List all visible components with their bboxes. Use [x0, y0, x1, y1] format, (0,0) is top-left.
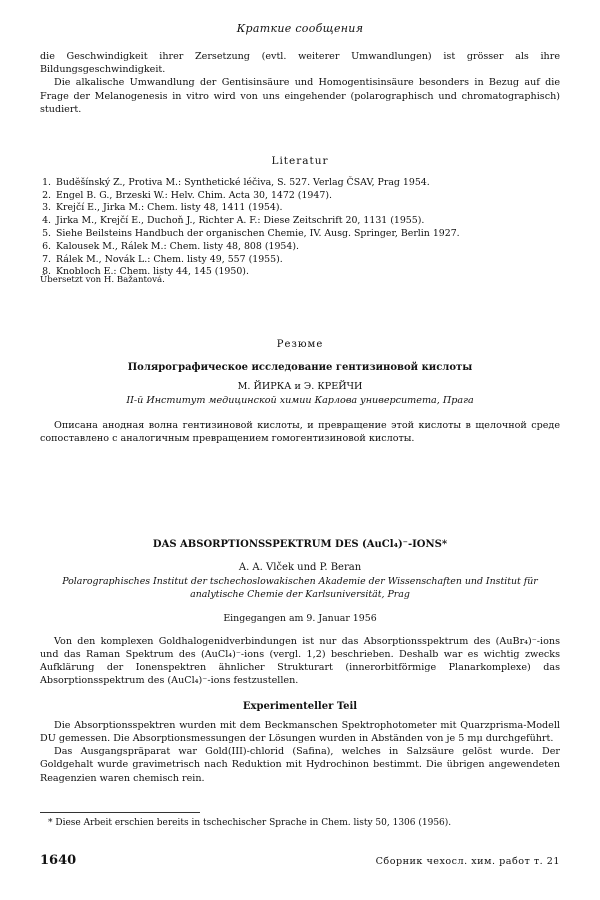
continuation-paragraph: Die alkalische Umwandlung der Gentisinsäure und Homogentisinsäure besonders in Bezug auf die Frage der Melanogenesis in vitro wird von uns eingehender (polarographisch und chromatographisch) studiert. [40, 77, 560, 115]
article-intro: Von den komplexen Goldhalogenidverbindungen ist nur das Absorptionsspektrum des (AuBr₄)⁻-ions und das Raman Spektrum des (AuCl₄)⁻-ions (vergl. 1,2) beschrieben. Deshalb war es wichtig zwecks Aufklärung der Ionenspektren ähnlicher Strukturart (innerorbitförmige Planarkomplexe) das Absorptionsspektrum des (AuCl₄)⁻-ions festzustellen. [40, 635, 560, 687]
footnote: * Diese Arbeit erschien bereits in tschechischer Sprache in Chem. listy 50, 1306 (1956). [48, 818, 452, 828]
received-date: Eingegangen am 9. Januar 1956 [223, 612, 377, 624]
footnote-rule [40, 812, 200, 813]
article [40, 538, 560, 785]
page-number: 1640 [40, 853, 77, 868]
resume-title: Полярографическое исследование гентизиновой кислоты [127, 362, 473, 374]
article-title: DAS ABSORPTIONSSPEKTRUM DES (AuCl₄)⁻-IONS* [152, 539, 448, 550]
resume-section [40, 338, 560, 445]
translator-note: Übersetzt von H. Bažantová. [40, 275, 165, 285]
running-head: Краткие сообщения [236, 22, 364, 35]
references-heading: Literatur [271, 155, 329, 167]
experimental-paragraph: Die Absorptionsspektren wurden mit dem Beckmanschen Spektrophotometer mit Quarzprisma-Modell DU gemessen. Die Absorptionsmessungen der Lösungen wurden in Abständen von je 5 mμ durchgeführt. [40, 719, 560, 745]
reference-item: 2. Engel B. G., Brzeski W.: Helv. Chim. Acta 30, 1472 (1947). [54, 190, 560, 203]
reference-item: 5. Siehe Beilsteins Handbuch der organischen Chemie, IV. Ausg. Springer, Berlin 1927. [54, 228, 560, 241]
resume-institute: II-й Институт медицинской химии Карлова университета, Прага [126, 394, 474, 406]
reference-item: 4. Jirka M., Krejčí E., Duchoň J., Richter A. F.: Diese Zeitschrift 20, 1131 (1955). [54, 215, 560, 228]
reference-item: 3. Krejčí E., Jirka M.: Chem. listy 48, 1411 (1954). [54, 202, 560, 215]
continuation-paragraph: die Geschwindigkeit ihrer Zersetzung (evtl. weiterer Umwandlungen) ist grösser als ihre Bildungsgeschwindigkeit. [40, 51, 560, 76]
references [40, 155, 560, 279]
section-heading: Experimenteller Teil [242, 700, 358, 712]
continuation-text [40, 50, 560, 116]
reference-item: 7. Rálek M., Novák L.: Chem. listy 49, 557 (1955). [54, 254, 560, 267]
resume-authors: М. ЙИРКА и Э. КРЕЙЧИ [237, 381, 363, 393]
experimental-paragraph: Das Ausgangspräparat war Gold(III)-chlorid (Safina), welches in Salzsäure gelöst wurde. Der Goldgehalt wurde gravimetrisch nach Reduktion mit Hydrochinon bestimmt. Die übrigen angewendeten Reagenzien waren chemisch rein. [40, 746, 560, 784]
resume-text: Описана анодная волна гентизиновой кислоты, и превращение этой кислоты в щелочной среде сопоставлено с аналогичным превращением гомогентизиновой кислоты. [40, 419, 560, 445]
journal-citation: Сборник чехосл. хим. работ т. 21 [375, 856, 560, 867]
resume-heading: Резюме [276, 339, 324, 350]
reference-list [40, 177, 560, 279]
article-authors: A. A. Vlček und P. Beran [238, 562, 362, 574]
reference-item: 6. Kalousek M., Rálek M.: Chem. listy 48, 808 (1954). [54, 241, 560, 254]
reference-item: 8. Knobloch E.: Chem. listy 44, 145 (1950). [54, 266, 560, 279]
article-institute: Polarographisches Institut der tschechoslowakischen Akademie der Wissenschaften und Institut für analytische Chemie der Karlsuniversität, Prag [62, 576, 538, 600]
reference-item: 1. Budĕšínský Z., Protiva M.: Synthetické léčiva, S. 527. Verlag ČSAV, Prag 1954. [54, 177, 560, 190]
